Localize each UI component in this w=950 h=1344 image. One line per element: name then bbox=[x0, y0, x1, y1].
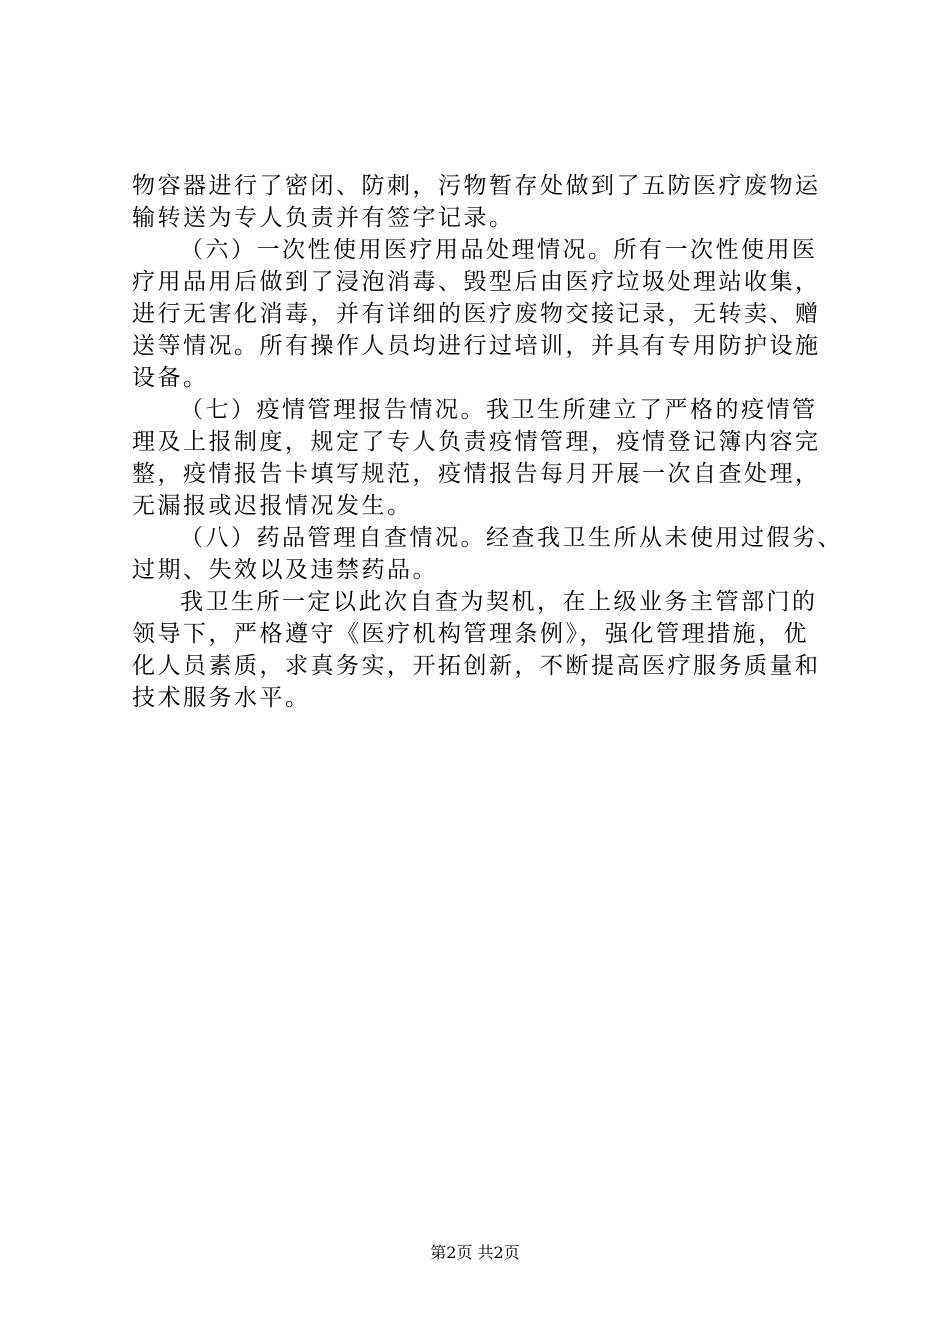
text-line: 进行无害化消毒，并有详细的医疗废物交接记录，无转卖、赠 bbox=[132, 301, 821, 327]
text-line: （八）药品管理自查情况。经查我卫生所从未使用过假劣、 bbox=[180, 525, 843, 551]
text-line: 我卫生所一定以此次自查为契机，在上级业务主管部门的 bbox=[180, 589, 818, 615]
text-line: 领导下，严格遵守《医疗机构管理条例》，强化管理措施，优 bbox=[132, 621, 809, 647]
text-line: 整，疫情报告卡填写规范，疫情报告每月开展一次自查处理， bbox=[132, 461, 821, 487]
document-body bbox=[132, 170, 843, 714]
text-line: 无漏报或迟报情况发生。 bbox=[132, 493, 413, 519]
text-line: （六）一次性使用医疗用品处理情况。所有一次性使用医 bbox=[180, 237, 818, 263]
page-footer bbox=[0, 1243, 950, 1263]
text-line: 过期、失效以及违禁药品。 bbox=[132, 557, 438, 583]
text-line: 化人员素质，求真务实，开拓创新，不断提高医疗服务质量和 bbox=[132, 653, 821, 679]
text-line: 送等情况。所有操作人员均进行过培训，并具有专用防护设施 bbox=[132, 333, 821, 359]
text-line: 输转送为专人负责并有签字记录。 bbox=[132, 205, 515, 231]
page-number: 第2页 共2页 bbox=[430, 1243, 520, 1262]
text-line: 疗用品用后做到了浸泡消毒、毁型后由医疗垃圾处理站收集， bbox=[132, 269, 821, 295]
text-line: （七）疫情管理报告情况。我卫生所建立了严格的疫情管 bbox=[180, 397, 818, 423]
text-line: 设备。 bbox=[132, 365, 209, 391]
text-line: 物容器进行了密闭、防刺，污物暂存处做到了五防医疗废物运 bbox=[132, 173, 821, 199]
text-line: 技术服务水平。 bbox=[132, 685, 311, 711]
text-line: 理及上报制度，规定了专人负责疫情管理，疫情登记簿内容完 bbox=[132, 429, 821, 455]
